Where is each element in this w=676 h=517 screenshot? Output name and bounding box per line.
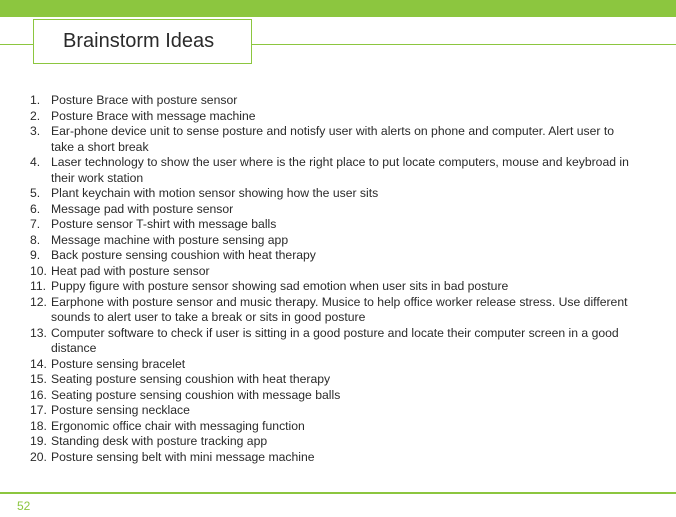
list-item-number: 11.	[30, 279, 47, 293]
list-item-text: Message pad with posture sensor	[51, 201, 234, 216]
list-item-text: Seating posture sensing coushion with message balls	[51, 387, 341, 402]
list-item-text: Back posture sensing coushion with heat therapy	[51, 248, 316, 262]
list-item	[30, 202, 630, 218]
list-item-number: 6.	[30, 201, 41, 216]
list-item	[30, 388, 630, 404]
list-item-text: Ergonomic office chair with messaging function	[51, 418, 305, 433]
list-item-number: 12.	[30, 294, 47, 309]
list-item-text: Laser technology to show the user where is the right place to put locate computers, mouse and keybroad in their work station	[51, 155, 629, 185]
list-item-text: Computer software to check if user is sitting in a good posture and locate their computer screen in a good distance	[51, 325, 619, 355]
page-number: 52	[17, 499, 31, 513]
list-item-number: 5.	[30, 186, 41, 200]
list-item	[30, 326, 630, 357]
list-item	[30, 124, 630, 155]
ideas-list	[30, 93, 630, 465]
list-item-number: 3.	[30, 124, 41, 138]
footer-rule	[0, 492, 676, 494]
list-item	[30, 372, 630, 388]
list-item	[30, 434, 630, 450]
list-item-number: 13.	[30, 325, 47, 340]
list-item-number: 7.	[30, 217, 41, 231]
list-item-number: 17.	[30, 403, 47, 417]
title-box	[33, 19, 252, 64]
list-item-number: 9.	[30, 248, 41, 262]
list-item-text: Posture Brace with message machine	[51, 108, 256, 123]
list-item	[30, 248, 630, 264]
list-item-text: Message machine with posture sensing app	[51, 232, 289, 247]
list-item	[30, 450, 630, 466]
list-item-number: 10.	[30, 263, 47, 278]
list-item-text: Posture sensing belt with mini message machine	[51, 449, 315, 464]
list-item-text: Plant keychain with motion sensor showing how the user sits	[51, 186, 379, 200]
list-item	[30, 93, 630, 109]
list-item-number: 16.	[30, 387, 47, 402]
list-item-text: Standing desk with posture tracking app	[51, 434, 268, 448]
list-item-number: 2.	[30, 108, 41, 123]
list-item	[30, 155, 630, 186]
list-item	[30, 109, 630, 125]
list-item-number: 20.	[30, 449, 47, 464]
list-item	[30, 357, 630, 373]
list-item-text: Posture sensing bracelet	[51, 356, 186, 371]
list-item-text: Ear-phone device unit to sense posture and notisfy user with alerts on phone and computer. Alert user to take a short break	[51, 124, 614, 154]
list-item	[30, 264, 630, 280]
list-item-number: 14.	[30, 356, 47, 371]
list-item-number: 8.	[30, 232, 41, 247]
list-item-text: Heat pad with posture sensor	[51, 263, 210, 278]
list-item-text: Earphone with posture sensor and music therapy. Musice to help office worker release stress. Use different sounds to alert user to take a break or sits in good posture	[51, 294, 628, 324]
list-item-number: 15.	[30, 372, 47, 386]
list-item	[30, 217, 630, 233]
list-item	[30, 233, 630, 249]
list-item-number: 19.	[30, 434, 47, 448]
list-item-text: Posture sensor T-shirt with message balls	[51, 217, 277, 231]
page-title: Brainstorm Ideas	[63, 30, 215, 52]
list-item	[30, 279, 630, 295]
list-item-text: Seating posture sensing coushion with heat therapy	[51, 372, 331, 386]
list-item-number: 1.	[30, 93, 41, 107]
list-item	[30, 186, 630, 202]
list-item-text: Posture sensing necklace	[51, 403, 190, 417]
list-item-text: Posture Brace with posture sensor	[51, 93, 238, 107]
list-item	[30, 403, 630, 419]
list-item-number: 18.	[30, 418, 47, 433]
list-item	[30, 295, 630, 326]
list-item-number: 4.	[30, 155, 41, 169]
list-item	[30, 419, 630, 435]
top-accent-bar	[0, 0, 676, 17]
list-item-text: Puppy figure with posture sensor showing sad emotion when user sits in bad posture	[51, 279, 509, 293]
